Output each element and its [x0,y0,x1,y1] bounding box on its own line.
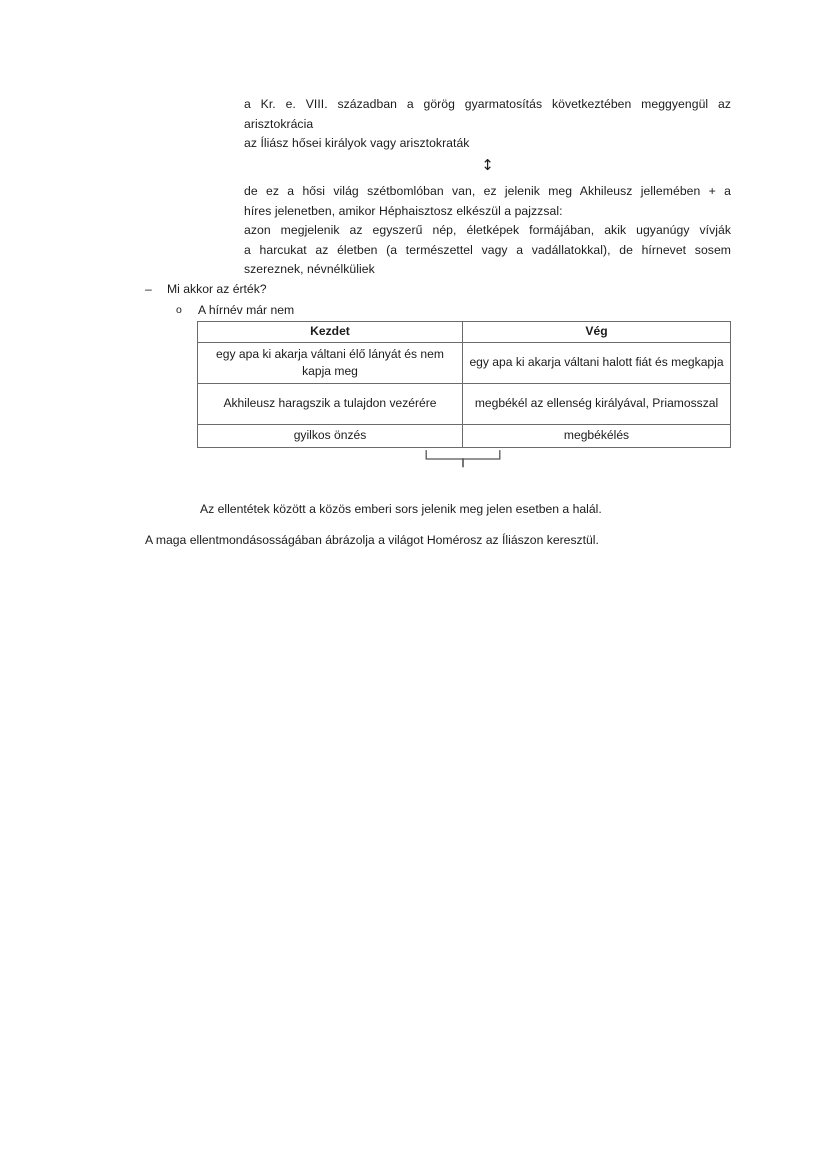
list-item-level-1-label: Mi akkor az érték? [167,282,267,296]
closing-paragraph-2: A maga ellentmondásosságában ábrázolja a világot Homérosz az Íliászon keresztül. [145,533,599,547]
table-row [198,384,731,425]
table-cell-start: Akhileusz haragszik a tulajdon vezérére [198,384,463,425]
paragraph-1-line-1: a Kr. e. VIII. században a görög gyarmatosítás következtében meggyengül az [244,97,731,111]
paragraph-block-2 [244,182,731,280]
table-header-veg: Vég [463,322,731,343]
paragraph-2-line-1: de ez a hősi világ szétbomlóban van, ez jelenik meg Akhileusz jellemében + a [244,184,731,198]
table-cell-start: gyilkos önzés [198,425,463,448]
paragraph-block-1 [244,95,731,154]
paragraph-2-line-4: a harcukat az életben (a természettel vagy a vadállatokkal), de hírnevet sosem [244,242,731,257]
paragraph-2-line-2: híres jelenetben, amikor Héphaisztosz elkészül a pajzzsal: [244,203,563,218]
up-down-arrow-icon: ↕ [481,156,494,174]
dash-bullet-icon: – [145,282,152,296]
table-cell-start: egy apa ki akarja váltani élő lányát és nem kapja meg [198,343,463,384]
table-row [198,425,731,448]
list-item-level-2-label: A hírnév már nem [198,303,295,317]
table-cell-end: megbékél az ellenség királyával, Priamosszal [463,384,731,425]
paragraph-1-line-3: az Íliász hősei királyok vagy arisztokraták [244,136,470,150]
table-row [198,343,731,384]
closing-paragraph-1: Az ellentétek között a közös emberi sors jelenik meg jelen esetben a halál. [200,502,602,516]
paragraph-2-line-3: azon megjelenik az egyszerű nép, életképek formájában, akik ugyanúgy vívják [244,223,731,237]
paragraph-2-line-5: szereznek, névnélküliek [244,262,375,276]
table-cell-end: megbékélés [463,425,731,448]
table-header-kezdet: Kezdet [198,322,463,343]
circle-bullet-icon: o [176,304,182,316]
table-header-row [198,322,731,343]
bottom-brace-icon [425,450,501,468]
table-cell-end: egy apa ki akarja váltani halott fiát és megkapja [463,343,731,384]
paragraph-1-line-2: arisztokrácia [244,116,314,131]
comparison-table [197,321,731,448]
